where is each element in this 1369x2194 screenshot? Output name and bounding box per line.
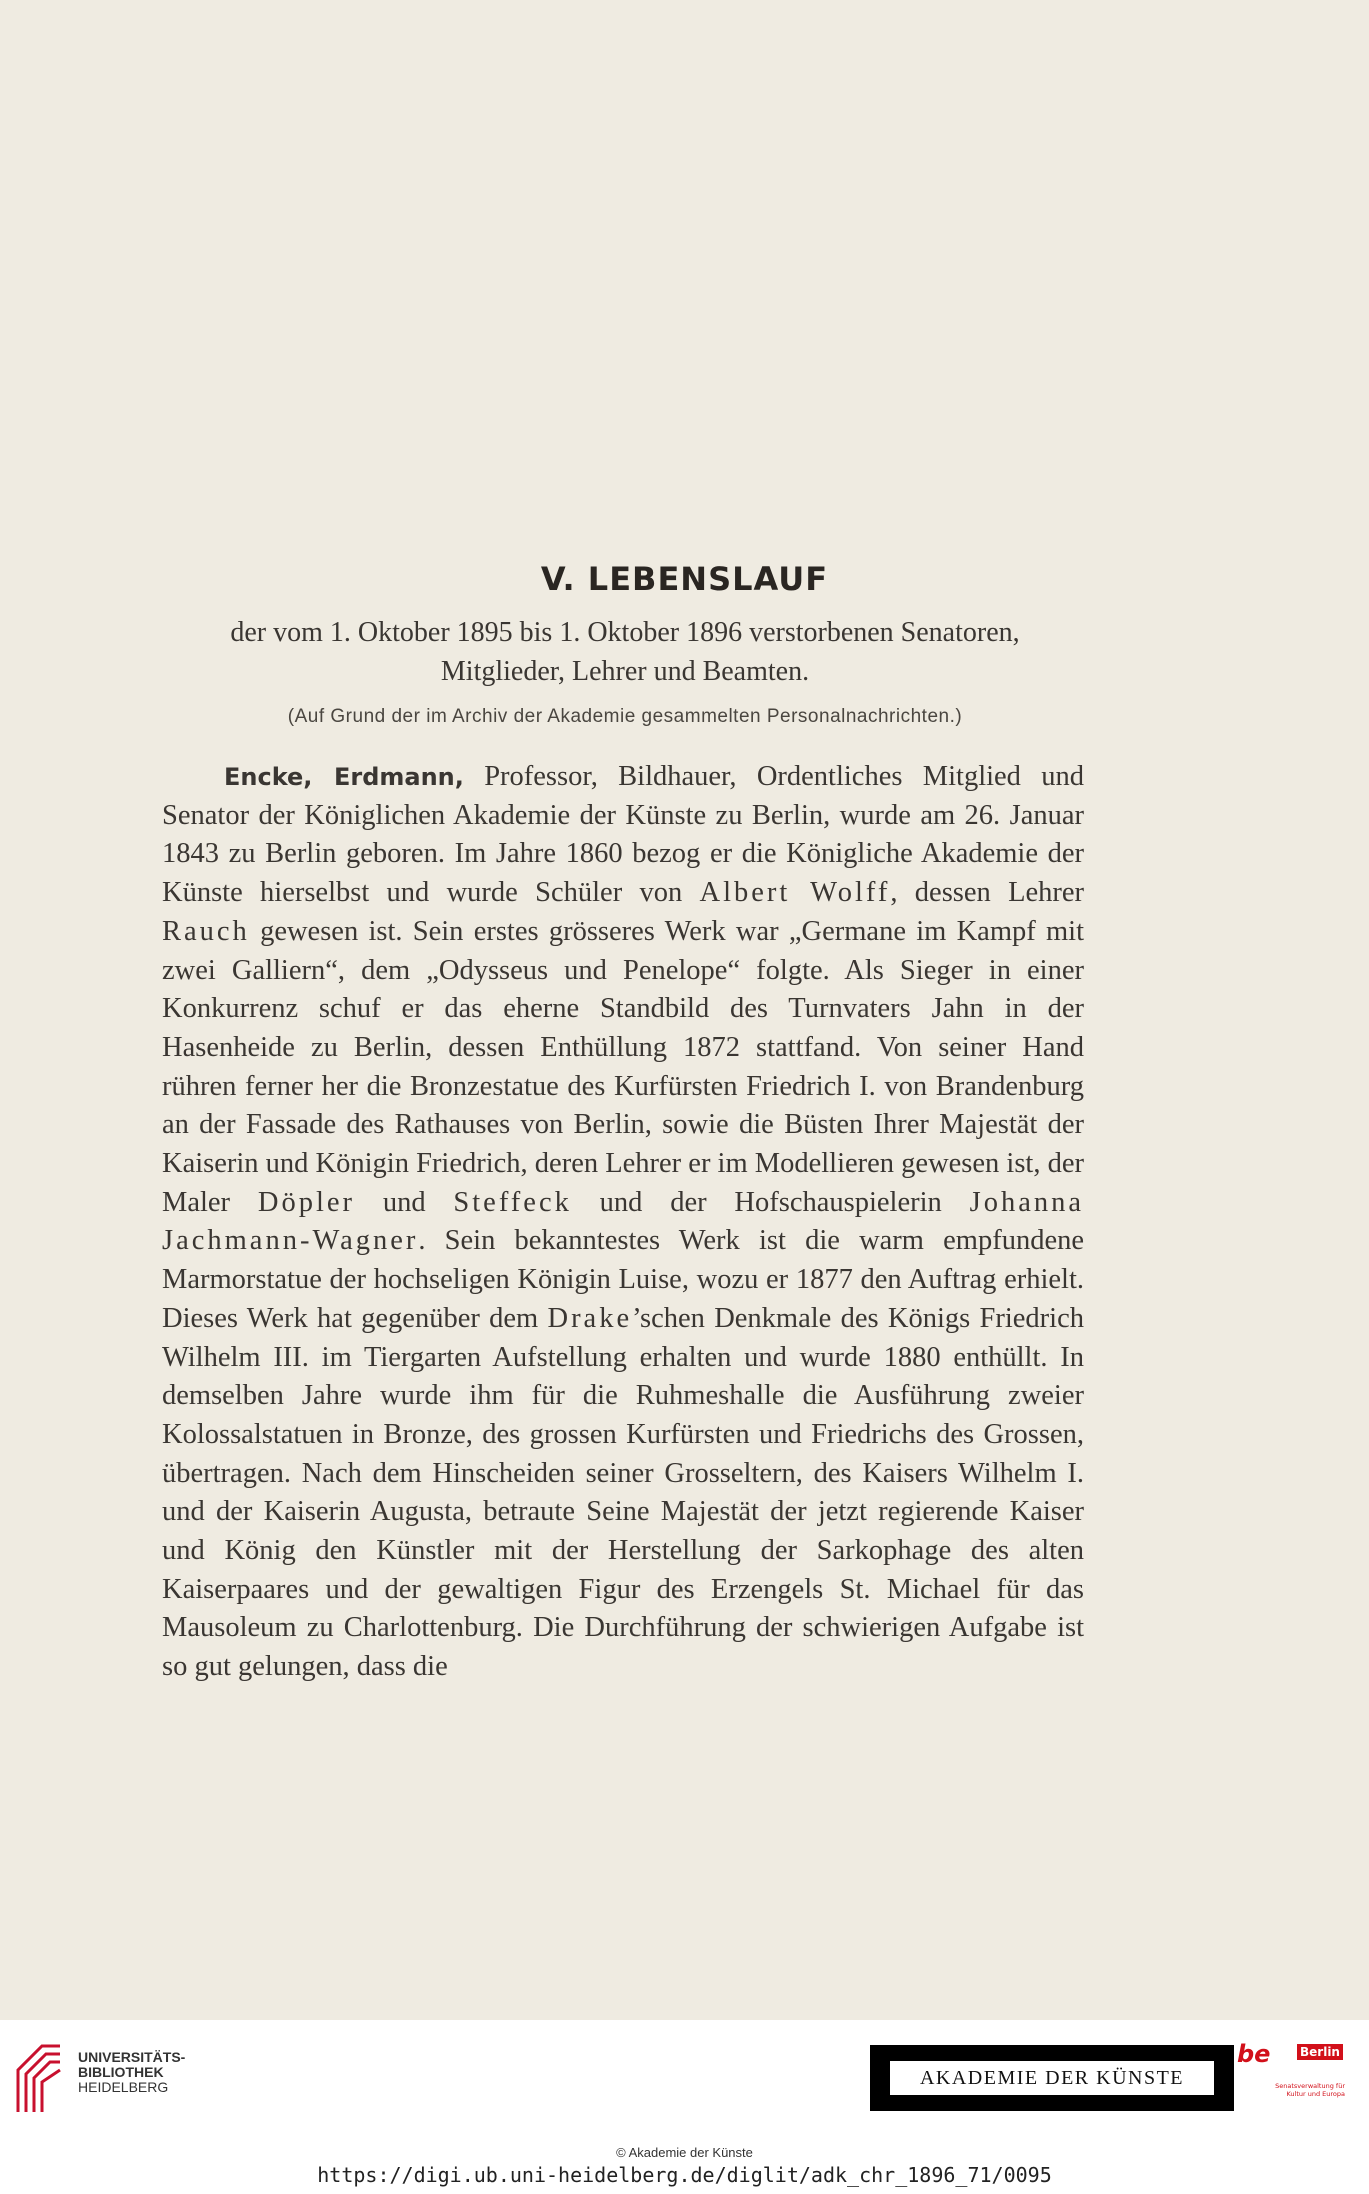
paragraph-text-2: , dessen Lehrer xyxy=(890,877,1085,909)
section-heading: V. LEBENSLAUF xyxy=(540,560,829,598)
name-doepler: Döpler xyxy=(257,1186,356,1218)
subheading-line-1: der vom 1. Oktober 1895 bis 1. Oktober 1896 verstorbenen Senatoren, xyxy=(230,617,1020,648)
berlin-logo-be: be xyxy=(1237,2040,1271,2068)
akademie-label: AKADEMIE DER KÜNSTE xyxy=(890,2061,1214,2095)
university-library-logo-icon[interactable] xyxy=(12,2040,67,2115)
source-note: (Auf Grund der im Archiv der Akademie gesammelten Personalnachrichten.) xyxy=(287,706,963,727)
name-wolff: Albert Wolff xyxy=(699,877,891,909)
name-jachmann: Johanna Jachmann-Wagner xyxy=(162,1186,1084,1257)
name-steffeck: Steffeck xyxy=(453,1186,572,1218)
biography-paragraph xyxy=(162,758,1084,1687)
berlin-senate-logo[interactable] xyxy=(1237,2040,1349,2112)
paragraph-text-6: . Sein bekanntestes Werk ist die warm empfundene Marmorstatue der hochseligen Königin Luise, wozu er 1877 den Auftrag erhielt. Dieses Werk hat gegenüber dem xyxy=(162,1225,1084,1334)
paragraph-text-7: ’schen Denkmale des Königs Friedrich Wilhelm III. im Tiergarten Aufstellung erhalten und wurde 1880 enthüllt. In demselben Jahre wurde ihm für die Ruhmeshalle die Ausführung zweier Kolossalstatuen in Bronze, des grossen Kurfürsten und Friedrichs des Grossen, übertragen. Nach dem Hinscheiden seiner Grosseltern, des Kaisers Wilhelm I. und der Kaiserin Augusta, betraute Seine Majestät der jetzt regierende Kaiser und König den Künstler mit der Herstellung der Sarkophage des alten Kaiserpaares und der gewaltigen Figur des Erzengels St. Michael für das Mausoleum zu Charlottenburg. Die Durchführung der schwierigen Aufgabe ist so gut gelungen, dass die xyxy=(162,1302,1084,1683)
akademie-logo[interactable] xyxy=(870,2045,1234,2111)
university-library-label xyxy=(78,2050,185,2095)
berlin-logo-subtitle: Senatsverwaltung für Kultur und Europa xyxy=(1275,2082,1345,2098)
library-line-3: HEIDELBERG xyxy=(78,2079,169,2095)
permalink-url[interactable]: https://digi.ub.uni-heidelberg.de/diglit/adk_chr_1896_71/0095 xyxy=(317,2163,1052,2187)
name-drake: Drake xyxy=(547,1302,633,1334)
paragraph-text-4: und xyxy=(355,1186,454,1218)
lead-name: Encke, Erdmann, xyxy=(224,763,464,791)
section-subheading xyxy=(155,613,1095,691)
library-line-1: UNIVERSITÄTS- xyxy=(78,2049,186,2065)
paragraph-text-5: und der Hofschauspielerin xyxy=(571,1186,970,1218)
copyright-notice: © Akademie der Künste xyxy=(616,2145,753,2160)
library-line-2: BIBLIOTHEK xyxy=(78,2064,164,2080)
subheading-line-2: Mitglieder, Lehrer und Beamten. xyxy=(440,656,810,687)
name-rauch: Rauch xyxy=(162,915,250,947)
paragraph-text-3: gewesen ist. Sein erstes grösseres Werk war „Germane im Kampf mit zwei Galliern“, dem „Odysseus und Penelope“ folgte. Als Sieger in einer Konkurrenz schuf er das eherne Standbild des Turnvaters Jahn in der Hasenheide zu Berlin, dessen Enthüllung 1872 stattfand. Von seiner Hand rühren ferner her die Bronzestatue des Kurfürsten Friedrich I. von Brandenburg an der Fassade des Rathauses von Berlin, sowie die Büsten Ihrer Majestät der Kaiserin und Königin Friedrich, deren Lehrer er im Modellieren gewesen ist, der Maler xyxy=(162,915,1084,1218)
berlin-logo-badge: Berlin xyxy=(1297,2044,1343,2060)
paragraph-text-1: Professor, Bildhauer, Ordentliches Mitglied und Senator der Königlichen Akademie der Künste zu Berlin, wurde am 26. Januar 1843 zu Berlin geboren. Im Jahre 1860 bezog er die Königliche Akademie der Künste hierselbst und wurde Schüler von xyxy=(162,761,1084,909)
